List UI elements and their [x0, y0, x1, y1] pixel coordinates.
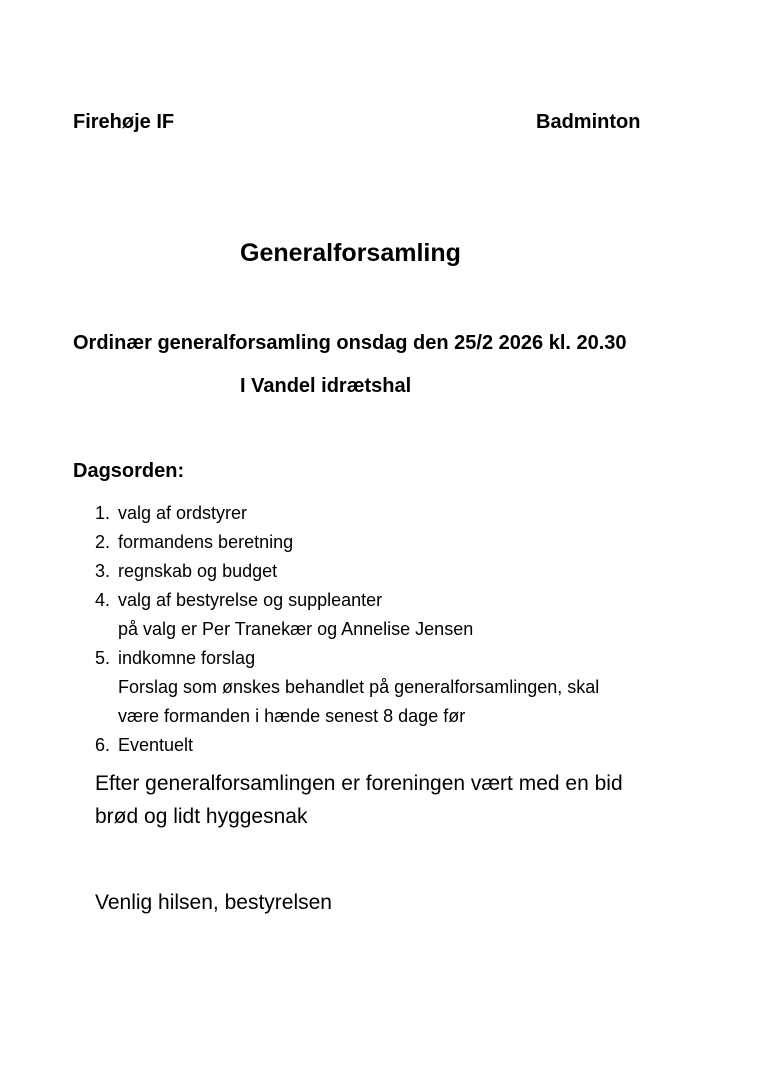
agenda-item-text: formandens beretning	[118, 532, 294, 552]
agenda-item-number: 5.	[95, 648, 111, 668]
agenda-item-text: valg af ordstyrer	[118, 503, 248, 523]
agenda-item-text: valg af bestyrelse og suppleanter	[118, 590, 383, 610]
agenda-heading: Dagsorden:	[73, 460, 185, 482]
agenda-item-note: på valg er Per Tranekær og Annelise Jensen	[118, 619, 474, 639]
document-title: Generalforsamling	[240, 239, 461, 267]
agenda-item-number: 2.	[95, 532, 111, 552]
signature: Venlig hilsen, bestyrelsen	[95, 891, 332, 914]
agenda-item-text: Eventuelt	[118, 735, 194, 755]
meeting-date-line: Ordinær generalforsamling onsdag den 25/2 2026 kl. 20.30	[73, 332, 627, 354]
agenda-item-note: være formanden i hænde senest 8 dage før	[118, 706, 466, 726]
club-name: Firehøje IF	[73, 111, 175, 133]
sport-name: Badminton	[536, 111, 641, 133]
agenda-item-text: indkomne forslag	[118, 648, 256, 668]
closing-text-line-2: brød og lidt hyggesnak	[95, 805, 308, 828]
agenda-item-number: 4.	[95, 590, 111, 610]
meeting-venue: I Vandel idrætshal	[240, 375, 412, 397]
agenda-item-note: Forslag som ønskes behandlet på generalforsamlingen, skal	[118, 677, 600, 697]
closing-text-line-1: Efter generalforsamlingen er foreningen vært med en bid	[95, 772, 623, 795]
agenda-item-number: 3.	[95, 561, 111, 581]
agenda-item-number: 6.	[95, 735, 111, 755]
agenda-item-number: 1.	[95, 503, 111, 523]
agenda-item-text: regnskab og budget	[118, 561, 278, 581]
